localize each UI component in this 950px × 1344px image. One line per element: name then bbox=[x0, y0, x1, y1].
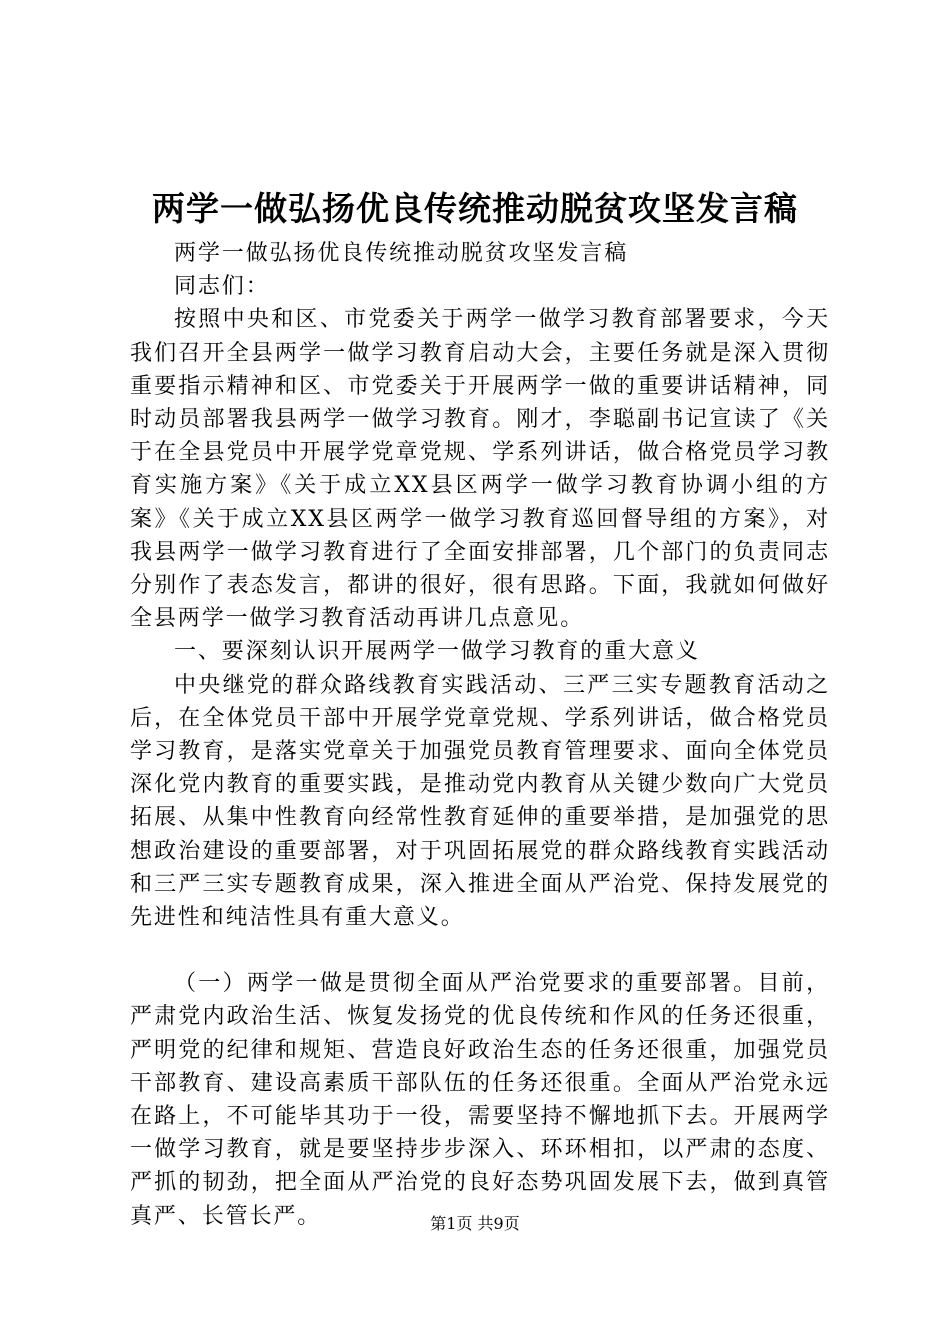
paragraph-subsection-1: （一）两学一做是贯彻全面从严治党要求的重要部署。目前，严肃党内政治生活、恢复发扬党的优良传统和作风的任务还很重，严明党的纪律和规矩、营造良好政治生态的任务还很重，加强党员干部教育、建设高素质干部队伍的任务还很重。全面从严治党永远在路上，不可能毕其功于一役，需要坚持不懈地抓下去。开展两学一做学习教育，就是要坚持步步深入、环环相扣，以严肃的态度、严抓的韧劲，把全面从严治党的良好态势巩固发展下去，做到真管真严、长管长严。 bbox=[130, 971, 830, 1229]
section-heading-1: 一、要深刻认识开展两学一做学习教育的重大意义 bbox=[174, 639, 700, 665]
paragraph-significance: 中央继党的群众路线教育实践活动、三严三实专题教育活动之后，在全体党员干部中开展学党章党规、学系列讲话，做合格党员学习教育，是落实党章关于加强党员教育管理要求、面向全体党员深化党内教育的重要实践，是推动党内教育从关键少数向广大党员拓展、从集中性教育向经常性教育延伸的重要举措，是加强党的思想政治建设的重要部署，对于巩固拓展党的群众路线教育实践活动和三严三实专题教育成果，深入推进全面从严治党、保持发展党的先进性和纯洁性具有重大意义。 bbox=[130, 672, 830, 931]
subtitle-line: 两学一做弘扬优良传统推动脱贫攻坚发言稿 bbox=[174, 241, 629, 266]
page-number: 第1页 共9页 bbox=[430, 1214, 520, 1233]
salutation: 同志们： bbox=[174, 274, 270, 300]
document-title: 两学一做弘扬优良传统推动脱贫攻坚发言稿 bbox=[152, 189, 798, 228]
paragraph-intro: 按照中央和区、市党委关于两学一做学习教育部署要求，今天我们召开全县两学一做学习教育启动大会，主要任务就是深入贯彻重要指示精神和区、市党委关于开展两学一做的重要讲话精神，同时动员部署我县两学一做学习教育。刚才，李聪副书记宣读了《关于在全县党员中开展学党章党规、学系列讲话，做合格党员学习教育实施方案》《关于成立XX县区两学一做学习教育协调小组的方案》《关于成立XX县区两学一做学习教育巡回督导组的方案》，对我县两学一做学习教育进行了全面安排部署，几个部门的负责同志分别作了表态发言，都讲的很好，很有思路。下面，我就如何做好全县两学一做学习教育活动再讲几点意见。 bbox=[130, 307, 830, 632]
document-body bbox=[130, 237, 830, 1233]
